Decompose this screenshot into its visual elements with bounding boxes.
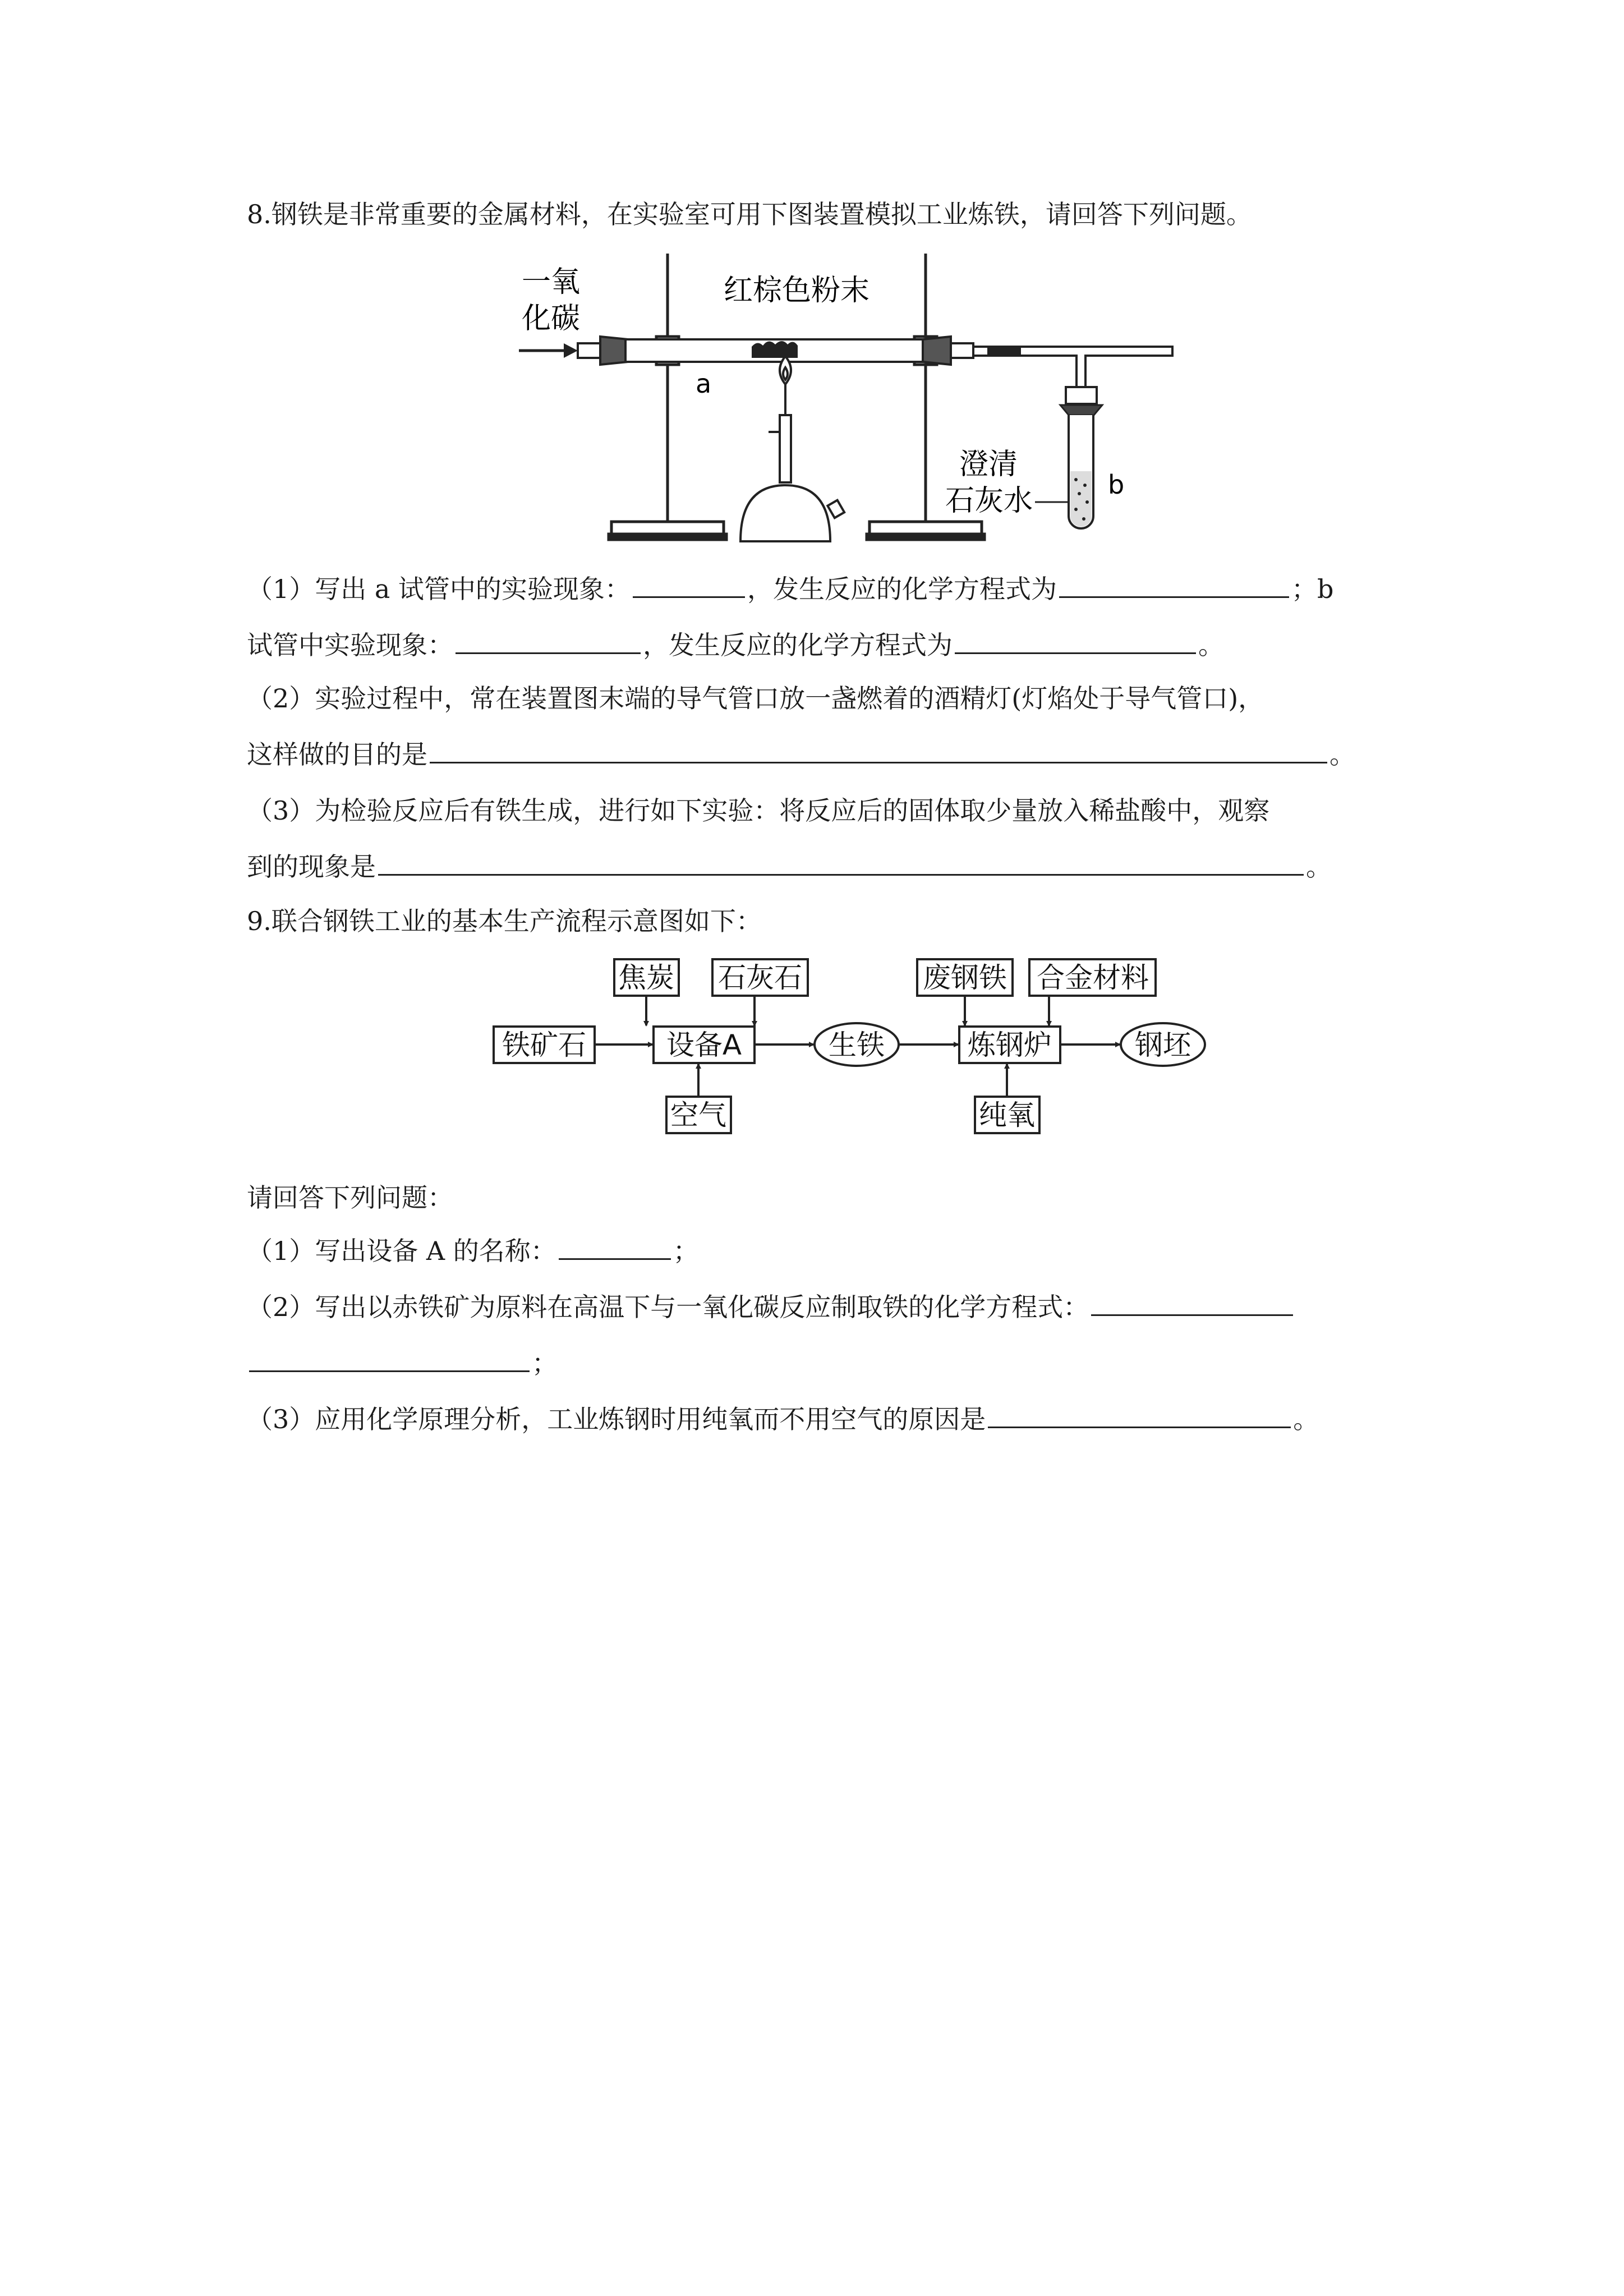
coke-label: 焦炭 (618, 961, 674, 994)
co-inflow-arrow (519, 343, 578, 358)
steel-furnace-label: 炼钢炉 (968, 1029, 1052, 1061)
answer-blank[interactable] (1091, 1292, 1293, 1316)
limewater-label-2: 石灰水 (945, 484, 1033, 518)
q9-prompt: 请回答下列问题： (247, 1182, 453, 1213)
powder-label: 红棕色粉末 (724, 274, 870, 307)
q8-part1-line2: 试管中实验现象： ，发生反应的化学方程式为 。 (247, 630, 1224, 660)
answer-blank[interactable] (249, 1348, 530, 1372)
alcohol-burner (740, 356, 844, 541)
answer-blank[interactable] (559, 1236, 671, 1260)
answer-blank[interactable] (955, 630, 1196, 654)
answer-blank[interactable] (430, 739, 1327, 763)
limestone-label: 石灰石 (718, 961, 802, 994)
iron-ore-label: 铁矿石 (502, 1029, 586, 1061)
steel-process-flowchart (488, 948, 1217, 1161)
answer-blank[interactable] (456, 630, 641, 654)
q8-part3-line2: 到的现象是 。 (247, 852, 1332, 882)
alloy-label: 合金材料 (1037, 961, 1149, 994)
q8-intro: 8.钢铁是非常重要的金属材料，在实验室可用下图装置模拟工业炼铁，请回答下列问题。 (247, 199, 1252, 229)
q9-part3: （3）应用化学原理分析，工业炼钢时用纯氧而不用空气的原因是 。 (247, 1404, 1319, 1434)
limewater-test-tube (1060, 387, 1102, 528)
q8-part2-line1: （2）实验过程中，常在装置图末端的导气管口放一盏燃着的酒精灯(灯焰处于导气管口)， (247, 683, 1264, 714)
scrap-steel-label: 废钢铁 (923, 961, 1007, 994)
answer-blank[interactable] (1059, 574, 1289, 598)
pig-iron-label: 生铁 (829, 1029, 885, 1061)
air-label: 空气 (670, 1099, 726, 1131)
q9-part2-line1: （2）写出以赤铁矿为原料在高温下与一氧化碳反应制取铁的化学方程式： (247, 1290, 1295, 1324)
q8-part3-line1: （3）为检验反应后有铁生成，进行如下实验：将反应后的固体取少量放入稀盐酸中，观察 (247, 795, 1270, 826)
q8-part1-line1: （1）写出 a 试管中的实验现象： ，发生反应的化学方程式为 ；b (247, 574, 1334, 604)
answer-blank[interactable] (988, 1404, 1291, 1428)
tube-b-label: b (1108, 470, 1125, 500)
iron-smelting-apparatus-figure (516, 247, 1178, 561)
q9-part2-line2: ； (247, 1346, 558, 1380)
billet-label: 钢坯 (1135, 1029, 1191, 1061)
q9-part1: （1）写出设备 A 的名称： ； (247, 1236, 699, 1266)
tube-a-label: a (696, 369, 712, 399)
co-label-1: 一氧 (522, 265, 581, 299)
left-stopper (578, 337, 628, 365)
right-stopper (923, 337, 973, 365)
limewater-label-1: 澄清 (959, 448, 1018, 481)
q9-intro: 9.联合钢铁工业的基本生产流程示意图如下： (247, 906, 762, 936)
co-label-2: 化碳 (522, 302, 581, 335)
q8-part2-line2: 这样做的目的是 。 (247, 739, 1355, 770)
oxygen-label: 纯氧 (979, 1099, 1035, 1131)
answer-blank[interactable] (633, 574, 745, 598)
answer-blank[interactable] (378, 852, 1304, 876)
device-a-label: 设备A (666, 1029, 742, 1061)
